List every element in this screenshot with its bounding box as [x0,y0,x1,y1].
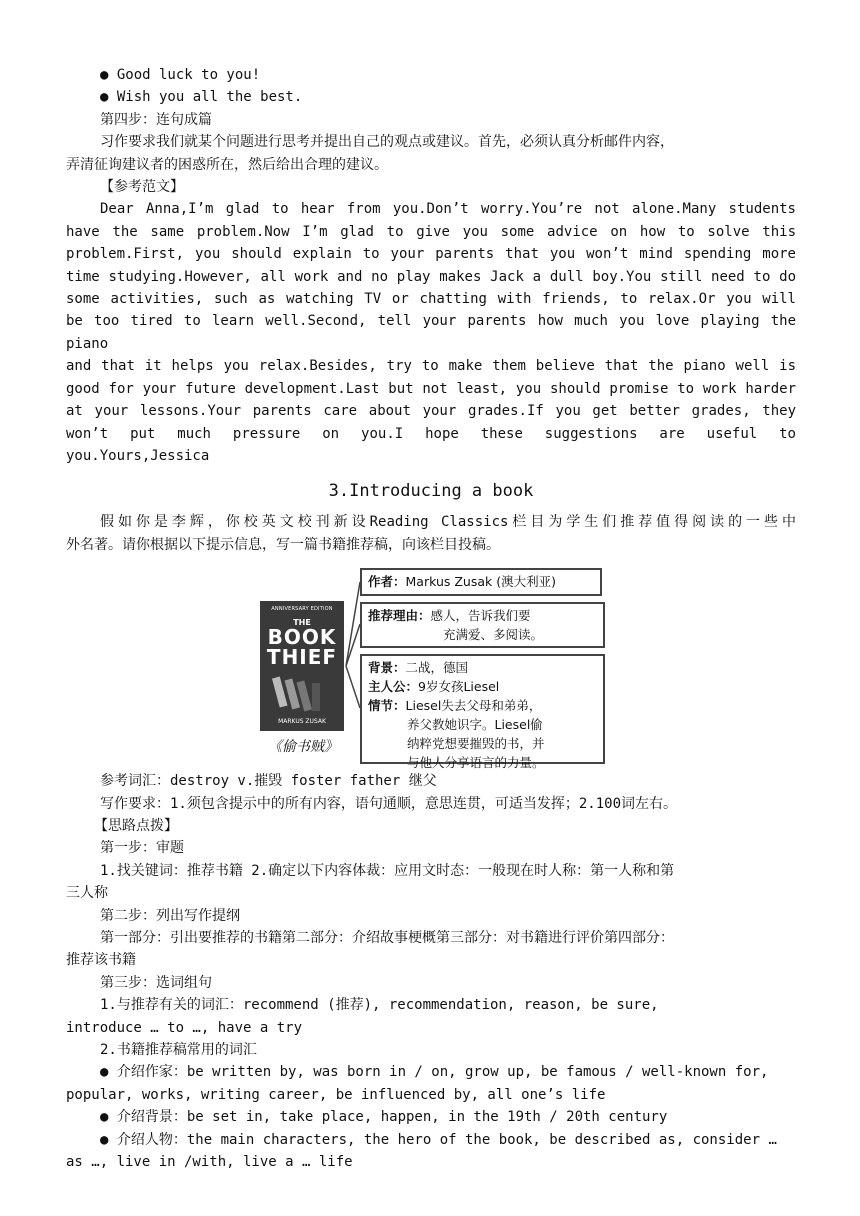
cover-title-line1: BOOK [267,625,337,650]
reason-label: 推荐理由： [368,608,431,624]
tips-title: 【思路点拨】 [94,817,178,834]
step-title: 第二步：列出写作提纲 [100,907,240,924]
essay-line: Dear Anna,I’m glad to hear from you.Don’t worry.You’re not alone.Many students [100,201,796,218]
paragraph-line: 弄清征询建议者的困惑所在，然后给出合理的建议。 [66,156,388,173]
vocab-line: 参考词汇：destroy v.摧毁 foster father 继父 [100,773,437,790]
step-title: 第三步：选词组句 [100,974,212,991]
paragraph-line: introduce … to …, have a try [66,1019,303,1036]
reason-value: 感人，告诉我们要 [430,608,531,624]
plot-value: Liesel失去父母和弟弟， [405,698,542,714]
essay-line: at your lessons.Your parents care about your grades.If you get better grades, they [66,403,796,420]
essay-line: problem.First, you should explain to your parents that you won’t mind spending more [66,246,796,263]
paragraph-line: as …, live in /with, live a … life [66,1154,353,1171]
book-cover-image [260,601,344,731]
essay-line: time studying.However, all work and no play makes Jack a dull boy.You still need to do [66,268,796,285]
protagonist-label: 主人公： [368,679,419,695]
task-line: 假如你是李辉，你校英文校刊新设Reading Classics栏目为学生们推荐值得阅读的一些中 [100,514,796,531]
book-info-figure [260,568,600,771]
essay-line: be too tired to learn well.Second, tell your parents how much you love playing the piano [66,313,796,352]
cover-edition: ANNIVERSARY EDITION [271,606,333,613]
plot-label: 情节： [368,698,406,714]
plot-value: 纳粹党想要摧毁的书，并 [407,736,545,752]
domino-graphic [272,673,332,713]
paragraph-line: 第一部分：引出要推荐的书籍第二部分：介绍故事梗概第三部分：对书籍进行评价第四部分： [100,929,674,946]
author-box [360,568,602,596]
paragraph-line: 1.与推荐有关的词汇：recommend (推荐), recommendation, reason, be sure, [100,997,659,1014]
essay-line: and that it helps you relax.Besides, try to make them believe that the piano well is [66,358,796,375]
step-title: 第一步：审题 [100,840,184,857]
protagonist-value: 9岁女孩Liesel [418,679,500,695]
cover-title-line2: THIEF [266,645,338,670]
bullet-line: ● 介绍作家：be written by, was born in / on, grow up, be famous / well-known for, [100,1064,769,1081]
essay-line: some activities, such as watching TV or chatting with friends, to relax.Or you will [66,291,796,308]
sample-title: 【参考范文】 [100,179,184,196]
background-label: 背景： [368,660,406,676]
paragraph-line: 习作要求我们就某个问题进行思考并提出自己的观点或建议。首先，必须认真分析邮件内容， [100,134,674,151]
reason-box [360,602,605,648]
cover-author: MARKUS ZUSAK [278,718,326,726]
essay-line: good for your future development.Last but not least, you should promise to work harder [66,380,796,397]
bullet-line: ● 介绍背景：be set in, take place, happen, in the 19th / 20th century [100,1109,668,1126]
bullet-line: ● Good luck to you! [100,67,261,83]
plot-value: 与他人分享语言的力量。 [407,755,545,771]
plot-value: 养父教她识字。Liesel偷 [407,717,543,733]
bullet-line: ● 介绍人物：the main characters, the hero of the book, be described as, consider … [100,1131,777,1148]
author-label: 作者： [368,574,406,590]
document-page [66,64,796,1173]
essay-line: have the same problem.Now I’m glad to give you some advice on how to solve this [66,223,796,240]
step-title: 第四步：连句成篇 [100,111,212,128]
book-caption: 《偷书贼》 [268,739,338,756]
story-box [360,654,605,771]
paragraph-line: popular, works, writing career, be influenced by, all one’s life [66,1086,606,1103]
essay-line: won’t put much pressure on you.I hope these suggestions are useful to you.Yours,Jessica [66,425,796,464]
author-value: Markus Zusak (澳大利亚) [405,574,556,590]
background-value: 二战，德国 [405,660,469,676]
paragraph-line: 2.书籍推荐稿常用的词汇 [100,1042,257,1058]
reason-value: 充满爱、多阅读。 [443,627,544,643]
task-line: 外名著。请你根据以下提示信息，写一篇书籍推荐稿，向该栏目投稿。 [66,536,500,553]
paragraph-line: 推荐该书籍 [66,952,136,969]
paragraph-line: 三人称 [66,885,108,902]
bullet-line: ● Wish you all the best. [100,89,303,106]
paragraph-line: 1.找关键词：推荐书籍 2.确定以下内容体裁：应用文时态：一般现在时人称：第一人称和第 [100,862,675,879]
section-heading: 3.Introducing a book [328,481,534,502]
requirement-line: 写作要求：1.须包含提示中的所有内容，语句通顺，意思连贯，可适当发挥；2.100词左右。 [100,795,677,812]
cover-title-small: THE [293,618,311,628]
